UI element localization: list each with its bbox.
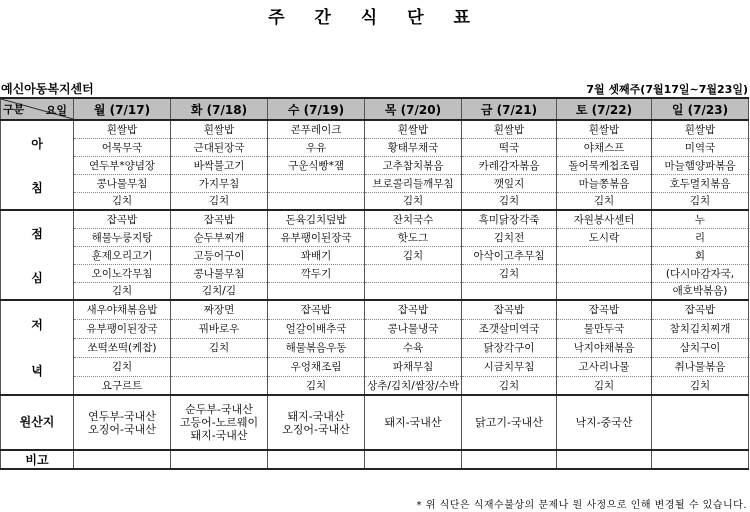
dinner-dish: 잡곡밥 (462, 300, 557, 319)
note-row (1, 450, 749, 469)
lunch-dish: 오이노각무침 (74, 264, 171, 282)
dinner-dish: 상추/김치/쌈장/수박 (365, 376, 462, 395)
lunch-dish (462, 282, 557, 300)
dinner-dish: 조갯살미역국 (462, 319, 557, 338)
header-row (1, 98, 749, 120)
breakfast-dish: 마늘쫑볶음 (557, 174, 652, 192)
corner-left-label: 구분 (3, 103, 25, 116)
day-header: 화 (7/18) (171, 98, 268, 120)
lunch-dish: 해물누룽지탕 (74, 228, 171, 246)
lunch-dish: 리 (652, 228, 749, 246)
dinner-row (1, 357, 749, 376)
dinner-row (1, 300, 749, 319)
breakfast-dish: 흰쌀밥 (74, 120, 171, 138)
dinner-dish: 김치 (74, 357, 171, 376)
lunch-dish (365, 282, 462, 300)
origin-line: 돼지-국내산 (287, 409, 345, 423)
lunch-dish: 유부팽이된장국 (268, 228, 365, 246)
lunch-dish: 김치전 (462, 228, 557, 246)
breakfast-label-char: 침 (31, 180, 43, 195)
note-cell (268, 450, 365, 469)
dinner-dish: 콩나물냉국 (365, 319, 462, 338)
dinner-row (1, 376, 749, 395)
breakfast-dish: 김치 (74, 192, 171, 210)
dinner-dish: 닭장각구이 (462, 338, 557, 357)
lunch-dish: 김치/김 (171, 282, 268, 300)
origin-line: 닭고기-국내산 (475, 416, 543, 429)
breakfast-dish (268, 174, 365, 192)
breakfast-dish: 마늘햄양파볶음 (652, 156, 749, 174)
lunch-dish (365, 264, 462, 282)
lunch-dish: 아삭이고추무침 (462, 246, 557, 264)
breakfast-dish: 김치 (365, 192, 462, 210)
footnote: * 위 식단은 식재수불상의 문제나 원 사정으로 인해 변경될 수 있습니다. (416, 500, 747, 511)
lunch-dish: 도시락 (557, 228, 652, 246)
breakfast-dish: 콘푸레이크 (268, 120, 365, 138)
breakfast-dish: 떡국 (462, 138, 557, 156)
origin-row (1, 395, 749, 450)
breakfast-dish: 김치 (557, 192, 652, 210)
corner-cell (1, 98, 74, 120)
day-header: 수 (7/19) (268, 98, 365, 120)
breakfast-dish: 콩나물무침 (74, 174, 171, 192)
breakfast-dish: 흰쌀밥 (365, 120, 462, 138)
week-range: 7월 셋째주(7월17일~7월23일) (586, 83, 748, 96)
breakfast-dish: 황태무채국 (365, 138, 462, 156)
dinner-dish: 낙지야채볶음 (557, 338, 652, 357)
lunch-dish (557, 282, 652, 300)
lunch-row (1, 246, 749, 264)
breakfast-dish: 어묵무국 (74, 138, 171, 156)
day-header: 토 (7/22) (557, 98, 652, 120)
breakfast-label (1, 120, 74, 210)
dinner-dish: 잡곡밥 (268, 300, 365, 319)
lunch-dish (268, 282, 365, 300)
lunch-dish: 깍두기 (268, 264, 365, 282)
origin-cell (462, 395, 557, 450)
lunch-dish: 고등어구이 (171, 246, 268, 264)
dinner-dish: 김치 (171, 338, 268, 357)
breakfast-row (1, 174, 749, 192)
breakfast-row (1, 138, 749, 156)
lunch-dish (557, 264, 652, 282)
breakfast-dish: 고추참치볶음 (365, 156, 462, 174)
origin-cell (652, 395, 749, 450)
dinner-dish: 요구르트 (74, 376, 171, 395)
lunch-dish: 꽈배기 (268, 246, 365, 264)
origin-cell (171, 395, 268, 450)
lunch-dish: 애호박볶음) (652, 282, 749, 300)
origin-cell (557, 395, 652, 450)
origin-cell (268, 395, 365, 450)
lunch-dish: (다시마감자국, (652, 264, 749, 282)
lunch-dish: 김치 (74, 282, 171, 300)
origin-line: 순두부-국내산 (185, 403, 253, 416)
lunch-dish: 훈제오리고기 (74, 246, 171, 264)
breakfast-dish: 우유 (268, 138, 365, 156)
lunch-dish: 김치 (462, 264, 557, 282)
origin-label: 원산지 (1, 395, 74, 450)
dinner-dish: 얼갈이배추국 (268, 319, 365, 338)
dinner-dish: 고사리나물 (557, 357, 652, 376)
breakfast-dish: 호두멸치볶음 (652, 174, 749, 192)
day-header: 목 (7/20) (365, 98, 462, 120)
breakfast-dish (268, 192, 365, 210)
breakfast-dish: 미역국 (652, 138, 749, 156)
day-header: 월 (7/17) (74, 98, 171, 120)
lunch-dish: 자원봉사센터 (557, 210, 652, 228)
dinner-label-char: 녁 (31, 364, 43, 379)
lunch-row (1, 264, 749, 282)
origin-line: 낙지-중국산 (575, 416, 633, 429)
lunch-dish (557, 246, 652, 264)
origin-line: 오징어-국내산 (282, 422, 350, 436)
corner-right-label: 요일 (45, 104, 67, 117)
lunch-label (1, 210, 74, 300)
lunch-label-chars (1, 211, 73, 299)
lunch-dish: 콩나물무침 (171, 264, 268, 282)
dinner-row (1, 338, 749, 357)
lunch-row (1, 210, 749, 228)
origin-line: 돼지-국내산 (190, 429, 248, 442)
note-cell (652, 450, 749, 469)
lunch-dish: 잡곡밥 (74, 210, 171, 228)
breakfast-dish: 흰쌀밥 (557, 120, 652, 138)
note-cell (171, 450, 268, 469)
dinner-dish: 김치 (462, 376, 557, 395)
page-title: 주 간 식 단 표 (268, 8, 482, 28)
lunch-dish: 핫도그 (365, 228, 462, 246)
note-cell (74, 450, 171, 469)
breakfast-dish: 김치 (462, 192, 557, 210)
lunch-dish: 잔치국수 (365, 210, 462, 228)
breakfast-dish: 흰쌀밥 (171, 120, 268, 138)
day-header: 일 (7/23) (652, 98, 749, 120)
lunch-dish: 잡곡밥 (171, 210, 268, 228)
note-cell (365, 450, 462, 469)
origin-line: 고등어-노르웨이 (179, 416, 259, 429)
origin-cell (365, 395, 462, 450)
weekly-menu-table (0, 97, 749, 470)
lunch-row (1, 228, 749, 246)
dinner-dish: 쏘떡쏘떡(케찹) (74, 338, 171, 357)
breakfast-dish: 카레감자볶음 (462, 156, 557, 174)
breakfast-dish: 근대된장국 (171, 138, 268, 156)
breakfast-dish: 김치 (171, 192, 268, 210)
breakfast-label-char: 아 (31, 136, 43, 151)
dinner-dish: 김치 (652, 376, 749, 395)
breakfast-dish: 연두부*양념장 (74, 156, 171, 174)
lunch-dish: 흑미닭장각죽 (462, 210, 557, 228)
note-label: 비고 (1, 450, 74, 469)
note-cell (462, 450, 557, 469)
dinner-row (1, 319, 749, 338)
breakfast-row (1, 192, 749, 210)
dinner-dish: 해물볶음우동 (268, 338, 365, 357)
breakfast-label-chars (1, 121, 73, 209)
breakfast-dish: 바싹불고기 (171, 156, 268, 174)
dinner-label-chars (1, 301, 73, 394)
dinner-label-char: 저 (31, 317, 43, 332)
dinner-dish (171, 357, 268, 376)
dinner-dish: 참치김치찌개 (652, 319, 749, 338)
dinner-dish: 잡곡밥 (365, 300, 462, 319)
origin-line: 오징어-국내산 (88, 422, 156, 436)
lunch-label-char: 심 (31, 270, 43, 285)
breakfast-dish: 흰쌀밥 (652, 120, 749, 138)
breakfast-row (1, 120, 749, 138)
dinner-dish (171, 376, 268, 395)
breakfast-dish: 흰쌀밥 (462, 120, 557, 138)
dinner-dish: 취나물볶음 (652, 357, 749, 376)
origin-line: 연두부-국내산 (88, 409, 156, 423)
dinner-dish: 김치 (268, 376, 365, 395)
dinner-dish: 김치 (557, 376, 652, 395)
dinner-dish: 삼치구이 (652, 338, 749, 357)
lunch-row (1, 282, 749, 300)
dinner-dish: 꿔바로우 (171, 319, 268, 338)
dinner-dish: 잡곡밥 (557, 300, 652, 319)
lunch-dish: 회 (652, 246, 749, 264)
dinner-dish: 짜장면 (171, 300, 268, 319)
dinner-dish: 물만두국 (557, 319, 652, 338)
breakfast-dish: 야채스프 (557, 138, 652, 156)
dinner-dish: 시금치무침 (462, 357, 557, 376)
breakfast-dish: 김치 (652, 192, 749, 210)
note-cell (557, 450, 652, 469)
dinner-dish: 수육 (365, 338, 462, 357)
breakfast-row (1, 156, 749, 174)
lunch-dish: 누 (652, 210, 749, 228)
dinner-dish: 유부팽이된장국 (74, 319, 171, 338)
lunch-label-char: 점 (31, 226, 43, 241)
origin-cell (74, 395, 171, 450)
dinner-dish: 잡곡밥 (652, 300, 749, 319)
dinner-dish: 파채무침 (365, 357, 462, 376)
organization-name: 예신아동복지센터 (1, 82, 94, 96)
lunch-dish: 순두부찌개 (171, 228, 268, 246)
breakfast-dish: 구운식빵*잼 (268, 156, 365, 174)
lunch-dish: 김치 (365, 246, 462, 264)
dinner-label (1, 300, 74, 395)
lunch-dish: 돈육김치덮밥 (268, 210, 365, 228)
origin-line: 돼지-국내산 (384, 416, 442, 429)
breakfast-dish: 깻잎지 (462, 174, 557, 192)
dinner-dish: 우엉채조림 (268, 357, 365, 376)
dinner-dish: 새우야채볶음밥 (74, 300, 171, 319)
breakfast-dish: 돌어묵케첩조림 (557, 156, 652, 174)
day-header: 금 (7/21) (462, 98, 557, 120)
breakfast-dish: 가지무침 (171, 174, 268, 192)
breakfast-dish: 브로콜리들깨무침 (365, 174, 462, 192)
